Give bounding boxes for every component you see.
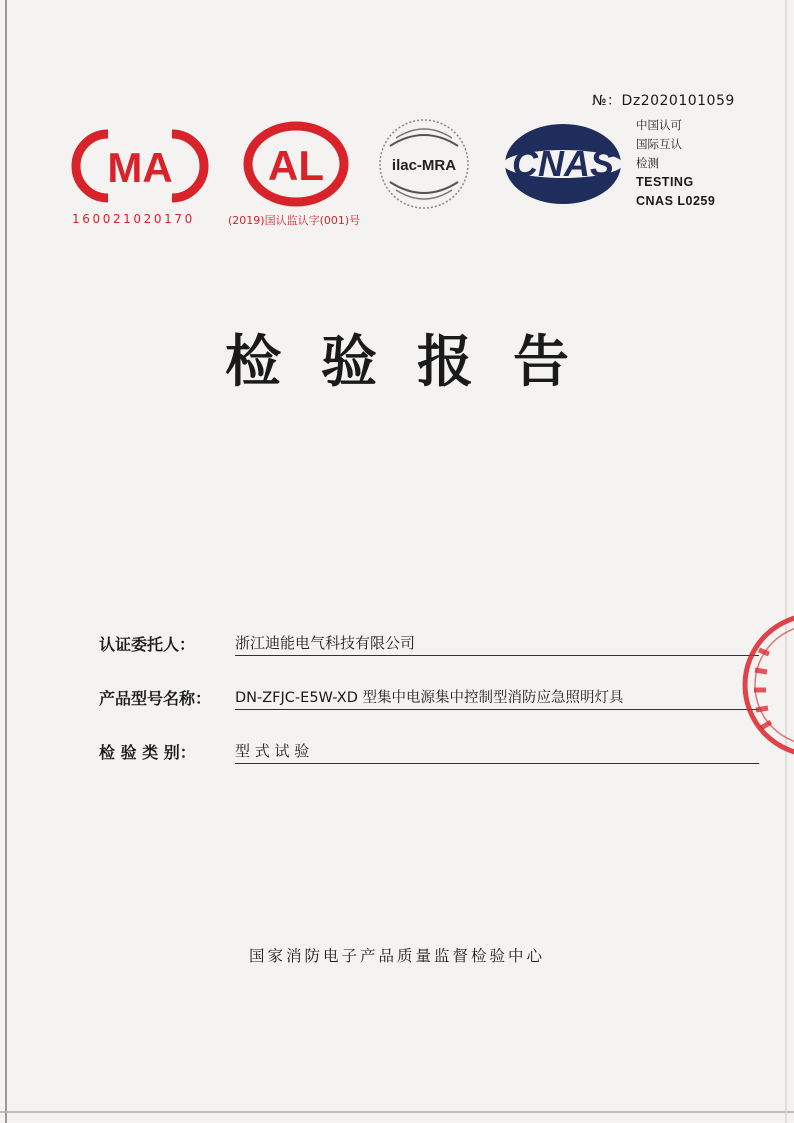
field-product-label: 产品型号名称：	[99, 689, 212, 708]
field-product	[99, 686, 759, 712]
cnas-line-3: 检测	[636, 156, 659, 170]
cnas-line-5: CNAS L0259	[636, 194, 716, 208]
official-seal-icon	[735, 610, 794, 760]
field-product-underline	[235, 709, 759, 710]
ilac-mra-logo-icon	[374, 116, 474, 212]
cal-caption: (2019)国认监认字(001)号	[228, 214, 361, 227]
report-number: №：Dz2020101059	[592, 93, 735, 109]
svg-text:CNAS: CNAS	[511, 143, 615, 184]
cma-number: 160021020170	[72, 212, 195, 226]
issuing-organization: 国家消防电子产品质量监督检验中心	[248, 947, 545, 965]
field-test-type	[99, 740, 759, 766]
cnas-line-2: 国际互认	[636, 137, 682, 151]
cma-logo-icon	[70, 126, 210, 206]
cnas-line-1: 中国认可	[636, 118, 682, 132]
field-product-value: DN-ZFJC-E5W-XD 型集中电源集中控制型消防应急照明灯具	[235, 690, 624, 706]
svg-text:ilac-MRA: ilac-MRA	[391, 157, 457, 174]
field-client-label: 认证委托人：	[99, 635, 196, 654]
cal-logo-icon	[242, 120, 350, 208]
svg-text:MA: MA	[107, 144, 173, 191]
cnas-logo-icon	[500, 120, 626, 208]
field-test-type-label: 检 验 类 别：	[99, 743, 196, 762]
field-test-type-value: 型 式 试 验	[235, 742, 310, 760]
report-title: 检验报告	[225, 329, 609, 395]
cnas-caption	[636, 116, 715, 211]
svg-text:AL: AL	[268, 142, 324, 189]
field-client-value: 浙江迪能电气科技有限公司	[235, 634, 416, 652]
cnas-line-4: TESTING	[636, 175, 694, 189]
field-client-underline	[235, 655, 759, 656]
field-test-type-underline	[235, 763, 759, 764]
field-client	[99, 632, 759, 658]
